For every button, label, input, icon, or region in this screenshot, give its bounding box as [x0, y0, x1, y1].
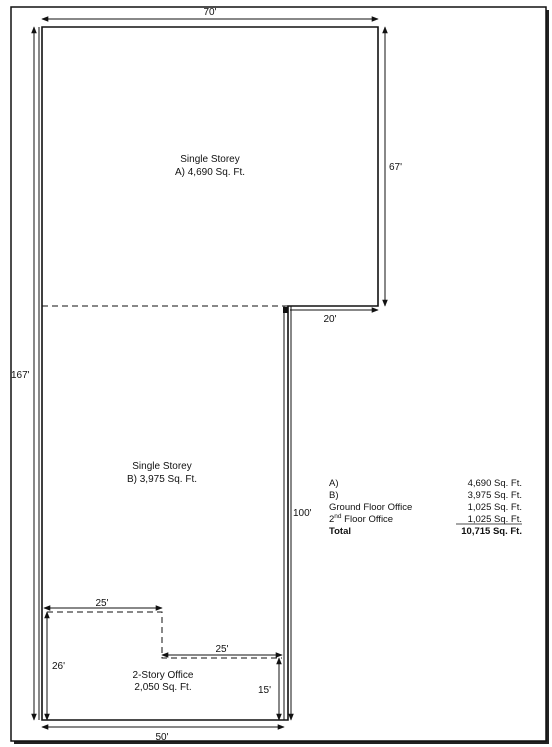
dim-label-top-width: 70' [203, 7, 217, 18]
office-title: 2-Story Office [132, 670, 194, 681]
dim-label-total-height: 167' [11, 370, 30, 381]
summary-value-ground: 1,025 Sq. Ft. [467, 502, 522, 513]
corner-mark [283, 307, 288, 313]
summary-value-b: 3,975 Sq. Ft. [467, 490, 522, 501]
dim-label-right-upper: 67' [389, 162, 403, 173]
summary-total-value: 10,715 Sq. Ft. [461, 526, 522, 537]
summary-label-b: B) [329, 490, 339, 501]
dim-label-office-left: 26' [52, 661, 66, 672]
area-b-size: B) 3,975 Sq. Ft. [126, 474, 198, 485]
summary-value-second: 1,025 Sq. Ft. [467, 514, 522, 525]
dim-label-office-lower: 25' [215, 644, 229, 655]
summary-label-ground: Ground Floor Office [329, 502, 413, 513]
summary-label-second-text: Floor Office [341, 514, 394, 525]
dim-label-office-right: 15' [258, 685, 272, 696]
area-b-title: Single Storey [132, 461, 192, 472]
summary-label-second-sup: nd [334, 513, 342, 520]
office-size: 2,050 Sq. Ft. [134, 682, 192, 693]
dim-label-step: 20' [323, 314, 337, 325]
summary-label-a: A) [329, 478, 339, 489]
dim-label-bottom-width: 50' [155, 732, 169, 743]
summary-label-second-num: 2 [329, 514, 335, 525]
summary-value-a: 4,690 Sq. Ft. [467, 478, 522, 489]
dim-label-office-upper: 25' [95, 598, 109, 609]
area-a-title: Single Storey [180, 154, 240, 165]
page-border [11, 7, 546, 741]
summary-total-label: Total [329, 526, 351, 537]
dim-label-right-lower: 100' [293, 508, 312, 519]
area-a-size: A) 4,690 Sq. Ft. [174, 167, 246, 178]
